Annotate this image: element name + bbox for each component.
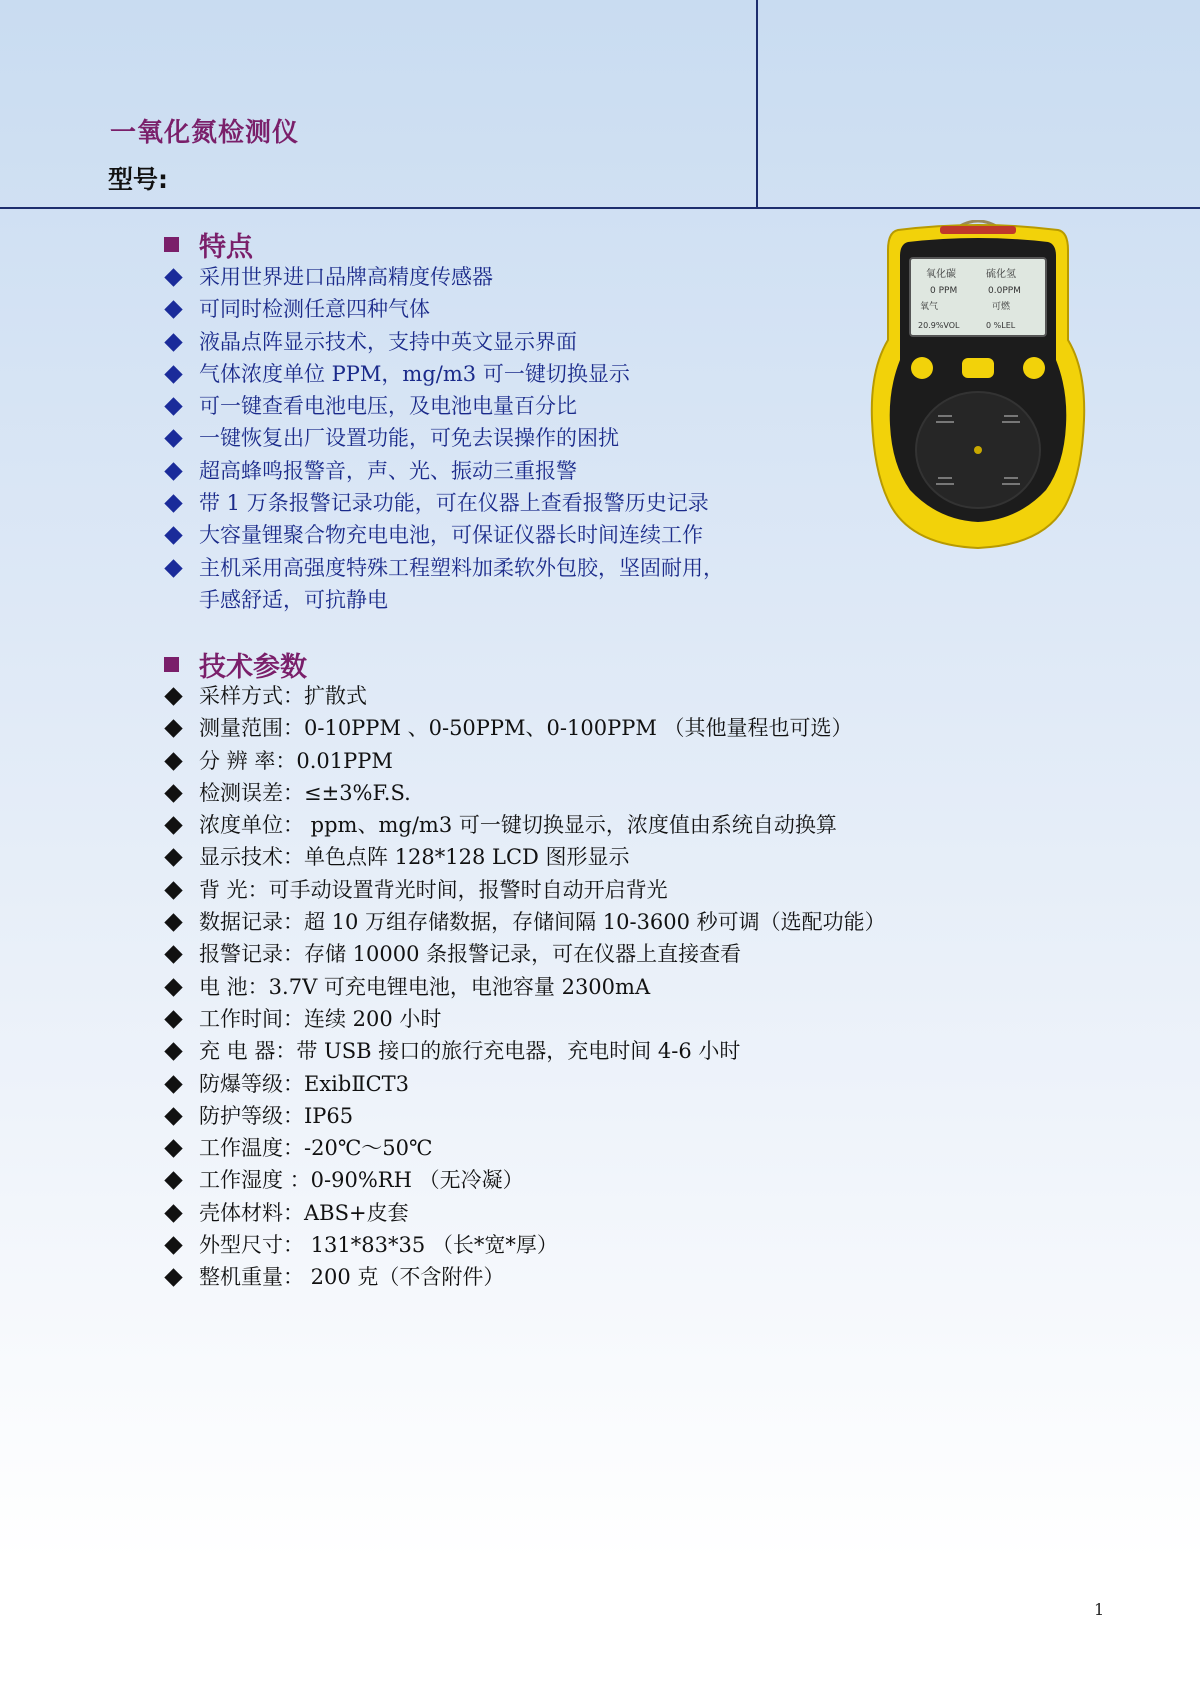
diamond-bullet-icon xyxy=(164,1172,182,1190)
list-item: 电 池：3.7V 可充电锂电池，电池容量 2300mA xyxy=(164,971,886,1003)
diamond-bullet-icon xyxy=(164,1107,182,1125)
header-horizontal-rule xyxy=(0,207,1200,209)
diamond-bullet-icon xyxy=(164,687,182,705)
lcd-text: 可燃 xyxy=(992,302,1011,312)
section-square-icon xyxy=(164,237,179,252)
diamond-bullet-icon xyxy=(164,1043,182,1061)
list-item-continuation: 手感舒适，可抗静电 xyxy=(199,587,388,612)
page-number: 1 xyxy=(1094,1600,1105,1619)
diamond-bullet-icon xyxy=(164,1139,182,1157)
list-item: 防爆等级：ExibⅡCT3 xyxy=(164,1068,886,1100)
diamond-bullet-icon xyxy=(164,527,182,545)
device-center-button xyxy=(962,358,994,378)
list-item: 大容量锂聚合物充电电池，可保证仪器长时间连续工作 xyxy=(164,519,724,551)
diamond-bullet-icon xyxy=(164,1010,182,1028)
diamond-bullet-icon xyxy=(164,559,182,577)
list-item: 一键恢复出厂设置功能，可免去误操作的困扰 xyxy=(164,422,724,454)
diamond-bullet-icon xyxy=(164,494,182,512)
list-item: 分 辨 率：0.01PPM xyxy=(164,745,886,777)
diamond-bullet-icon xyxy=(164,946,182,964)
diamond-bullet-icon xyxy=(164,462,182,480)
diamond-bullet-icon xyxy=(164,1075,182,1093)
specs-list xyxy=(164,680,886,1294)
list-item: 采样方式：扩散式 xyxy=(164,680,886,712)
diamond-bullet-icon xyxy=(164,784,182,802)
diamond-bullet-icon xyxy=(164,365,182,383)
diamond-bullet-icon xyxy=(164,978,182,996)
header-vertical-rule xyxy=(756,0,758,208)
model-label: 型号: xyxy=(108,165,168,194)
lcd-text: 氧气 xyxy=(920,302,939,312)
diamond-bullet-icon xyxy=(164,816,182,834)
list-item: 主机采用高强度特殊工程塑料加柔软外包胶，坚固耐用， xyxy=(164,552,724,584)
list-item: 超高蜂鸣报警音，声、光、振动三重报警 xyxy=(164,455,724,487)
list-item: 可一键查看电池电压，及电池电量百分比 xyxy=(164,390,724,422)
list-item: 工作温度：-20℃～50℃ xyxy=(164,1132,886,1164)
list-item: 可同时检测任意四种气体 xyxy=(164,293,724,325)
list-item: 工作时间：连续 200 小时 xyxy=(164,1003,886,1035)
list-item: 整机重量： 200 克（不含附件） xyxy=(164,1261,886,1293)
device-alarm-light xyxy=(940,226,1016,234)
product-title: 一氧化氮检测仪 xyxy=(110,118,300,148)
diamond-bullet-icon xyxy=(164,1204,182,1222)
diamond-bullet-icon xyxy=(164,1269,182,1287)
lcd-text: 硫化氢 xyxy=(986,269,1016,280)
diamond-bullet-icon xyxy=(164,1236,182,1254)
section-square-icon xyxy=(164,657,179,672)
list-item: 显示技术：单色点阵 128*128 LCD 图形显示 xyxy=(164,841,886,873)
lcd-text: 0 PPM xyxy=(930,286,958,296)
list-item: 测量范围：0-10PPM 、0-50PPM、0-100PPM （其他量程也可选） xyxy=(164,712,886,744)
diamond-bullet-icon xyxy=(164,301,182,319)
list-item: 防护等级：IP65 xyxy=(164,1100,886,1132)
list-item: 报警记录：存储 10000 条报警记录，可在仪器上直接查看 xyxy=(164,938,886,970)
device-sensor-port xyxy=(974,446,982,454)
diamond-bullet-icon xyxy=(164,752,182,770)
diamond-bullet-icon xyxy=(164,397,182,415)
features-list xyxy=(164,261,724,616)
lcd-text: 0.0PPM xyxy=(988,286,1021,296)
diamond-bullet-icon xyxy=(164,268,182,286)
device-right-button xyxy=(1023,357,1045,379)
diamond-bullet-icon xyxy=(164,913,182,931)
specs-heading xyxy=(164,645,307,684)
list-item: 数据记录：超 10 万组存储数据，存储间隔 10-3600 秒可调（选配功能） xyxy=(164,906,886,938)
specs-heading-text: 技术参数 xyxy=(199,652,307,683)
diamond-bullet-icon xyxy=(164,430,182,448)
list-item: 采用世界进口品牌高精度传感器 xyxy=(164,261,724,293)
list-item: 浓度单位： ppm、mg/m3 可一键切换显示，浓度值由系统自动换算 xyxy=(164,809,886,841)
list-item: 外型尺寸： 131*83*35 （长*宽*厚） xyxy=(164,1229,886,1261)
lcd-text: 0 %LEL xyxy=(986,321,1016,330)
list-item: 带 1 万条报警记录功能，可在仪器上查看报警历史记录 xyxy=(164,487,724,519)
diamond-bullet-icon xyxy=(164,881,182,899)
list-item: 壳体材料：ABS+皮套 xyxy=(164,1197,886,1229)
lcd-text: 氧化碳 xyxy=(926,269,956,280)
list-item: 液晶点阵显示技术，支持中英文显示界面 xyxy=(164,326,724,358)
list-item: 气体浓度单位 PPM，mg/m3 可一键切换显示 xyxy=(164,358,724,390)
gas-detector-device-image xyxy=(868,220,1088,550)
features-heading xyxy=(164,225,253,264)
diamond-bullet-icon xyxy=(164,720,182,738)
list-item: 背 光：可手动设置背光时间，报警时自动开启背光 xyxy=(164,874,886,906)
list-item: 充 电 器：带 USB 接口的旅行充电器，充电时间 4-6 小时 xyxy=(164,1035,886,1067)
list-item: 检测误差：≤±3%F.S. xyxy=(164,777,886,809)
device-left-button xyxy=(911,357,933,379)
diamond-bullet-icon xyxy=(164,849,182,867)
diamond-bullet-icon xyxy=(164,333,182,351)
features-heading-text: 特点 xyxy=(199,232,253,263)
list-item: 工作湿度 ：0-90%RH （无冷凝） xyxy=(164,1164,886,1196)
lcd-text: 20.9%VOL xyxy=(918,321,960,330)
